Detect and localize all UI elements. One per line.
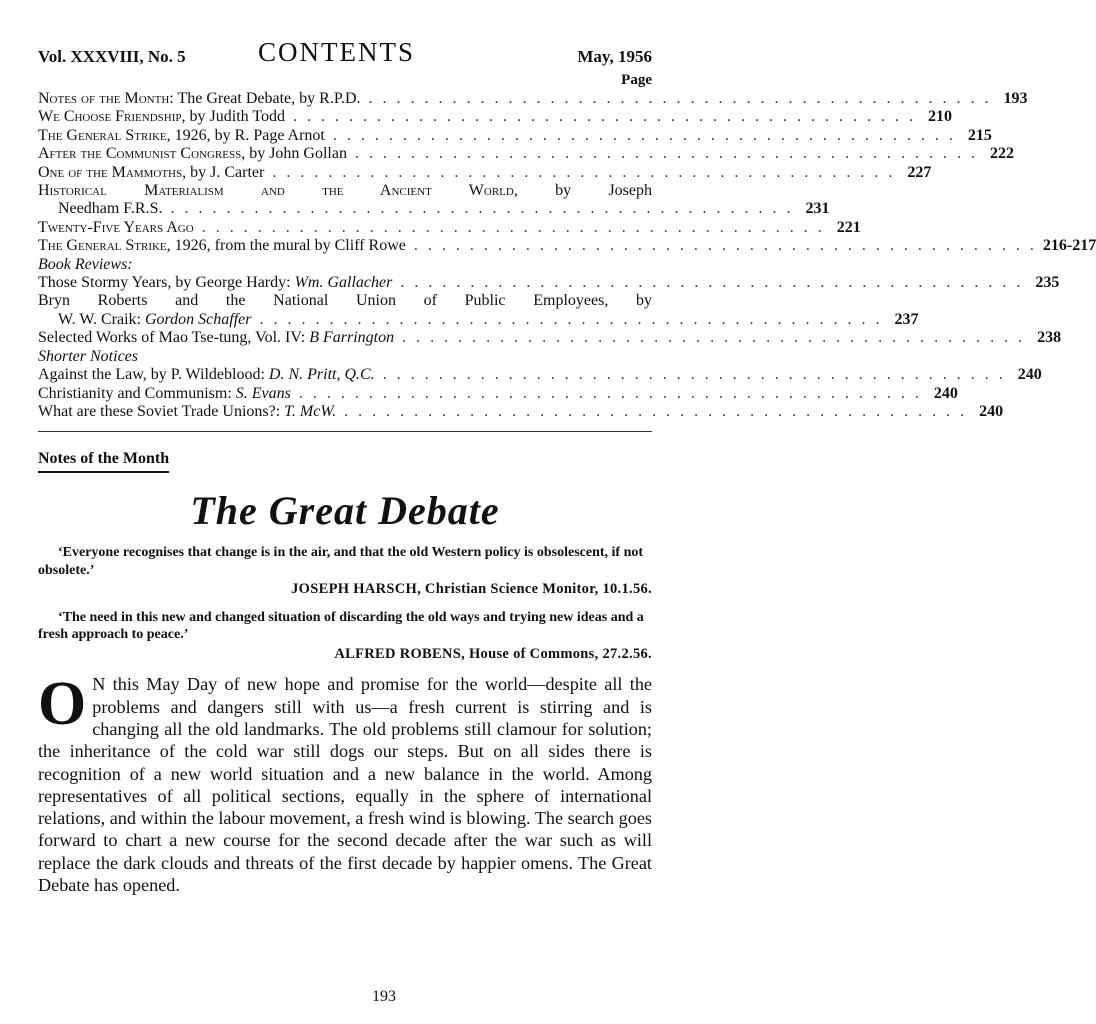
toc-entry-notes-of-the-month[interactable] — [38, 90, 1028, 108]
issue-date: May, 1956 — [577, 47, 652, 66]
toc-page-number: 221 — [836, 218, 861, 236]
section-label: Notes of the Month — [38, 450, 169, 473]
toc-entry-author: : The Great Debate, by R.P.D. — [169, 90, 361, 107]
toc-entry-communist-congress[interactable] — [38, 145, 1014, 163]
dot-leader: . . . . . . . . . . . . . . . . . . . . . . . . . . . . . . . . . . . . . . . . . . . . . — [332, 126, 956, 144]
toc-review-stormy-years[interactable] — [38, 274, 1060, 292]
toc-page-number: 231 — [805, 200, 830, 218]
quote-text: ‘Everyone recognises that change is in the air, and that the old Western policy is obsolescent, if not obsolete.’ — [38, 545, 644, 578]
page-number: 193 — [372, 988, 396, 1005]
toc-notice-christianity[interactable] — [38, 384, 958, 403]
volume-number: Vol. XXXVIII, No. 5 — [38, 47, 186, 66]
quote-source: ALFRED ROBENS, House of Commons, 27.2.56. — [334, 645, 652, 662]
toc-entry-historical-materialism-cont[interactable] — [38, 200, 830, 218]
review-author: W. W. Craik: — [58, 310, 145, 328]
toc-page-number: 215 — [967, 126, 992, 144]
toc-entry-twenty-five-years-ago[interactable] — [38, 218, 861, 237]
dot-leader: . . . . . . . . . . . . . . . . . . . . . . . . . . . . . . . . . . . . . . . . . . . . . — [293, 108, 916, 126]
review-title: Bryn Roberts and the National Union of Public Employees, by — [38, 292, 652, 310]
review-title: Those Stormy Years, by George Hardy: — [38, 274, 295, 292]
reviewer-name: Wm. Gallacher — [294, 274, 393, 292]
toc-entry-author: , by J. Carter — [182, 163, 265, 181]
quote-source: JOSEPH HARSCH, Christian Science Monitor, 10.1.56. — [291, 581, 652, 598]
toc-page-number: 216-217 — [1042, 237, 1096, 255]
toc-page-number: 193 — [1003, 90, 1028, 107]
toc-entry-title: Notes of the Month — [38, 90, 170, 107]
epigraph-quote — [38, 544, 652, 599]
dot-leader: . . . . . . . . . . . . . . . . . . . . . . . . . . . . . . . . . . . . . . . . . . . . . — [368, 90, 992, 107]
article-paragraph: N this May Day of new hope and promise for the world—despite all the problems and dangers still with us—a fresh current is stirring and is changing all the old landmarks. The old problems still clamour for solution; the inheritance of the cold war still dogs our steps. But on all sides there is recognition of a new world situation and a new balance in the world. Among representatives of all political sections, equally in the sphere of international relations, and within the labour movement, a fresh wind is blowing. The search goes forward to chart a new course for the second decade after the war such as will replace the dark clouds and threats of the first decade by happier omens. The Great Debate has opened. — [38, 674, 652, 895]
toc-entry-title: Historical Materialism and the Ancient World — [38, 182, 514, 200]
page — [38, 34, 1096, 896]
shorter-notices-label: Shorter Notices — [38, 347, 138, 365]
reviewer-name: Gordon Schaffer — [144, 310, 252, 328]
dot-leader: . . . . . . . . . . . . . . . . . . . . . . . . . . . . . . . . . . . . . . . . . . . . . — [272, 163, 896, 181]
notice-title: Against the Law, by P. Wildeblood: — [38, 366, 269, 384]
toc-entry-title: The General Strike — [38, 237, 167, 255]
notice-title: What are these Soviet Trade Unions?: — [38, 402, 285, 420]
toc-review-bryn-roberts[interactable] — [38, 292, 652, 310]
toc-page-number: 240 — [1017, 366, 1042, 384]
toc-entry-we-choose-friendship[interactable] — [38, 108, 952, 126]
dot-leader: . . . . . . . . . . . . . . . . . . . . . . . . . . . . . . . . . . . . . . . . . . . . . — [400, 274, 1024, 292]
reviewer-name: S. Evans — [235, 384, 291, 402]
toc-entry-historical-materialism[interactable] — [38, 182, 652, 200]
toc-page-number: 227 — [907, 163, 932, 181]
toc-page-number: 238 — [1037, 329, 1062, 347]
dot-leader: . . . . . . . . . . . . . . . . . . . . . . . . . . . . . . . . . . . . . . . . . . . . . — [344, 402, 968, 420]
dot-leader: . . . . . . . . . . . . . . . . . . . . . . . . . . . . . . . . . . . . . . . . . . . . . — [382, 366, 1006, 384]
toc-entry-author: , by Judith Todd — [181, 108, 285, 126]
page-column-label: Page — [621, 72, 652, 88]
toc-page-number: 240 — [933, 384, 958, 402]
toc-notice-against-the-law[interactable] — [38, 366, 1042, 384]
dot-leader: . . . . . . . . . . . . . . . . . . . . . . . . . . . . . . . . . . . . . . . . . . . . . — [354, 145, 978, 163]
drop-cap: O — [38, 670, 87, 739]
book-reviews-label: Book Reviews: — [38, 255, 133, 273]
dot-leader: . . . . . . . . . . . . . . . . . . . . . . . . . . . . . . . . . . . . . . . . . . . . . — [298, 384, 922, 402]
table-of-contents — [38, 90, 1096, 421]
toc-page-number: 222 — [989, 145, 1014, 163]
epigraph-quote — [38, 609, 652, 664]
dot-leader: . . . . . . . . . . . . . . . . . . . . . . . . . . . . . . . . . . . . . . . . . . . . . — [170, 200, 794, 218]
toc-entry-title: The General Strike — [38, 126, 167, 144]
toc-entry-author: , 1926, from the mural by Cliff Rowe — [166, 237, 406, 255]
reviewer-name: B Farrington — [309, 329, 395, 347]
contents-heading: CONTENTS — [258, 37, 415, 67]
article-title: The Great Debate — [190, 488, 500, 534]
contents-header — [38, 34, 652, 74]
toc-page-number: 235 — [1035, 274, 1060, 292]
toc-notice-soviet-trade-unions[interactable] — [38, 402, 1004, 421]
toc-page-number: 240 — [979, 402, 1004, 420]
toc-page-number: 237 — [894, 310, 919, 328]
review-title: Selected Works of Mao Tse-tung, Vol. IV: — [38, 329, 310, 347]
toc-review-mao-tse-tung[interactable] — [38, 329, 1062, 347]
dot-leader: . . . . . . . . . . . . . . . . . . . . . . . . . . . . . . . . . . . . . . . . . . . . . — [413, 237, 1037, 255]
toc-review-bryn-roberts-cont[interactable] — [38, 310, 919, 329]
dot-leader: . . . . . . . . . . . . . . . . . . . . . . . . . . . . . . . . . . . . . . . . . . . . . — [201, 218, 825, 236]
dot-leader: . . . . . . . . . . . . . . . . . . . . . . . . . . . . . . . . . . . . . . . . . . . . . — [259, 310, 883, 328]
toc-entry-title: We Choose Friendship — [38, 108, 182, 126]
notice-title: Christianity and Communism: — [38, 384, 236, 402]
toc-entry-title: Twenty-Five Years Ago — [38, 218, 194, 236]
toc-entry-author: , by John Gollan — [241, 145, 347, 163]
reviewer-name: T. McW. — [284, 402, 337, 420]
toc-entry-title: After the Communist Congress — [38, 145, 242, 163]
toc-entry-one-of-the-mammoths[interactable] — [38, 163, 932, 182]
contents-divider — [38, 431, 652, 432]
toc-entry-author: , 1926, by R. Page Arnot — [166, 126, 325, 144]
quote-text: ‘The need in this new and changed situation of discarding the old ways and trying new ideas and a fresh approach to peace.’ — [38, 609, 644, 643]
reviewer-name: D. N. Pritt, Q.C. — [268, 366, 375, 384]
toc-entry-title: One of the Mammoths — [38, 163, 183, 181]
toc-page-number: 210 — [928, 108, 952, 126]
article-body — [38, 670, 652, 896]
toc-entry-general-strike-mural[interactable] — [38, 237, 1096, 255]
toc-entry-general-strike[interactable] — [38, 126, 992, 145]
toc-entry-author: Needham F.R.S. — [58, 200, 163, 218]
toc-entry-author: , by Joseph — [513, 182, 652, 200]
dot-leader: . . . . . . . . . . . . . . . . . . . . . . . . . . . . . . . . . . . . . . . . . . . . . — [402, 329, 1026, 347]
